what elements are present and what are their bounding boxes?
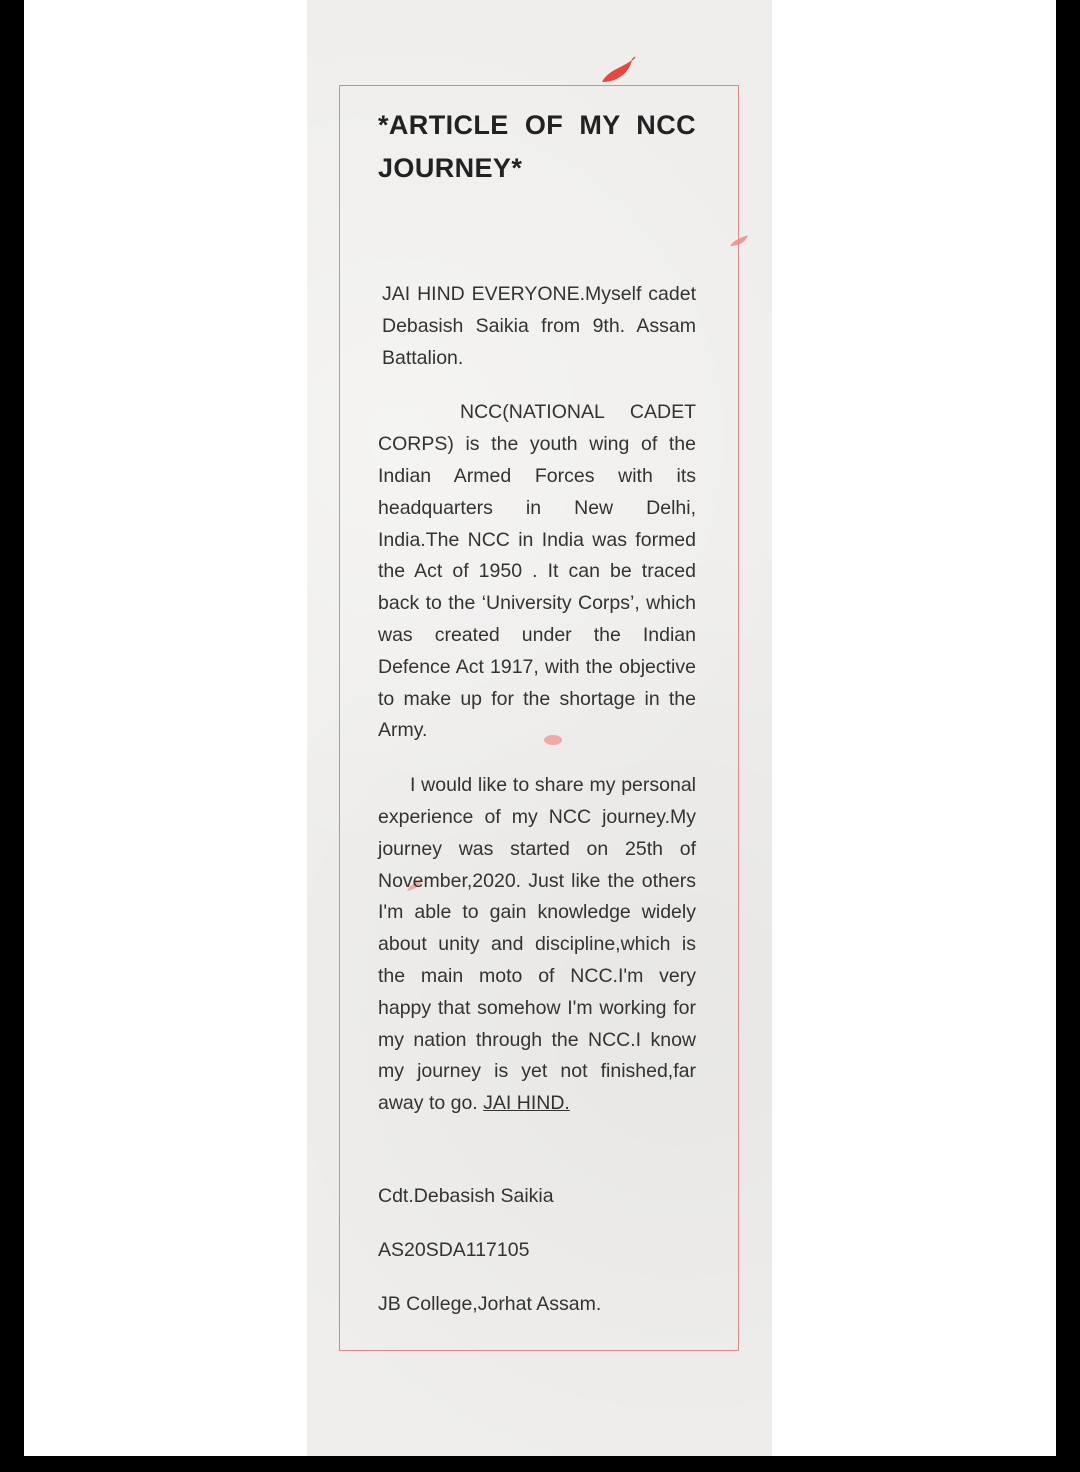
- experience-paragraph: [378, 770, 696, 1120]
- signature-cadet-id: AS20SDA117105: [378, 1238, 530, 1261]
- jai-hind-link[interactable]: JAI HIND.: [483, 1092, 570, 1115]
- ncc-history-paragraph: NCC(NATIONAL CADET CORPS) is the youth wing of the Indian Armed Forces with its headquarters in New Delhi, India.The NCC in India was formed the Act of 1950 . It can be traced back to the ‘University Corps’, which was created under the Indian Defence Act 1917, with the objective to make up for the shortage in the Army.: [378, 401, 696, 742]
- petal-icon: [728, 232, 750, 250]
- article-title: *ARTICLE OF MY NCC JOURNEY*: [378, 110, 696, 183]
- experience-text: I would like to share my personal experience of my NCC journey.My journey was started on 25th of November,2020. Just like the others I'm able to gain knowledge widely about unity and discipline,which is the main moto of NCC.I'm very happy that somehow I'm working for my nation through the NCC.I know my journey is yet not finished,far away to go.: [378, 774, 696, 1115]
- article-content: [378, 104, 696, 1316]
- signature-name: Cdt.Debasish Saikia: [378, 1184, 554, 1207]
- intro-paragraph: JAI HIND EVERYONE.Myself cadet Debasish Saikia from 9th. Assam Battalion.: [382, 283, 696, 369]
- petal-icon: [598, 56, 638, 88]
- signature-college: JB College,Jorhat Assam.: [378, 1292, 602, 1315]
